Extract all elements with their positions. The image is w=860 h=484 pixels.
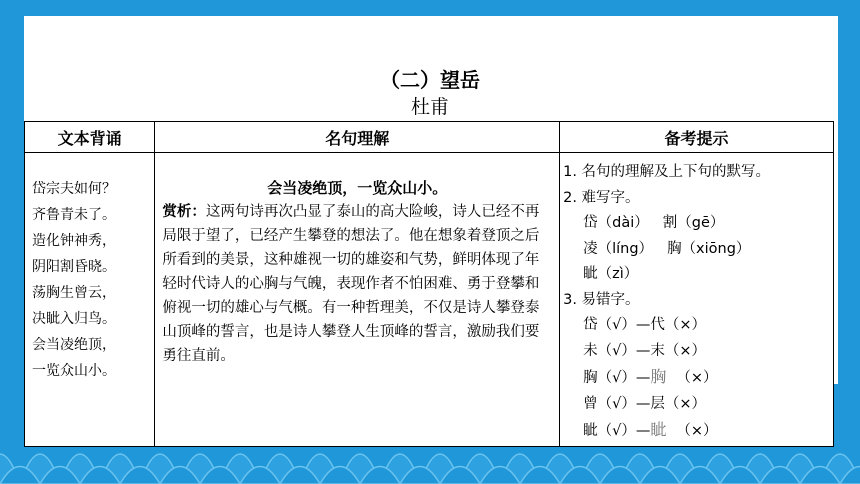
- wrong-char-handwritten: 眦: [650, 420, 667, 439]
- content-table: [24, 121, 834, 447]
- analysis-text: 这两句诗再次凸显了泰山的高大险峻，诗人已经不再局限于望了，已经产生攀登的想法了。他在想象着登顶之后所看到的美景，这种雄视一切的雄姿和气势，鲜明体现了年轻时代诗人的心胸与气魄，表现作者不怕困难、勇于登攀和俯视一切的雄心与气概。有一种哲理美，不仅是诗人攀登泰山顶峰的誓言，也是诗人攀登人生顶峰的誓言，激励我们要勇往直前。: [162, 204, 540, 364]
- tip-item-1: 1. 名句的理解及上下句的默写。: [563, 164, 771, 180]
- header-understanding: 名句理解: [155, 122, 560, 153]
- poem-line: 造化钟神秀，: [32, 233, 116, 249]
- author-name: 杜甫: [410, 96, 449, 118]
- correct-char: 眦（√）—: [583, 423, 651, 439]
- header-recite: 文本背诵: [25, 122, 155, 153]
- wrong-char: 代: [650, 317, 665, 333]
- wrong-char-row: [563, 339, 832, 365]
- wrong-mark: （×）: [676, 423, 718, 439]
- poem-line: 岱宗夫如何？: [32, 181, 116, 197]
- wrong-mark: （×）: [664, 395, 707, 412]
- hard-char: 眦（zì）: [583, 266, 639, 282]
- wrong-mark: （×）: [664, 342, 707, 359]
- wrong-mark: （×）: [676, 370, 718, 386]
- poem-line: 决眦入归鸟。: [32, 311, 116, 327]
- header-tips: 备考提示: [560, 122, 834, 153]
- correct-char: 岱（√）—: [583, 317, 651, 333]
- hard-char: 胸（xiōng）: [667, 240, 751, 257]
- poem-line: 齐鲁青未了。: [32, 207, 116, 223]
- analysis-cell: [155, 153, 560, 447]
- hard-char: 凌（líng）: [583, 240, 654, 257]
- lesson-title: （二）望岳: [380, 68, 480, 92]
- hard-char: 割（gē）: [662, 215, 725, 231]
- correct-char: 胸（√）—: [583, 370, 651, 386]
- wrong-char-row: [563, 417, 832, 445]
- hard-char-row: [563, 211, 832, 237]
- hard-char-row: [563, 237, 832, 263]
- header-row: [25, 122, 834, 153]
- wrong-char: 层: [650, 395, 665, 412]
- famous-quote: 会当凌绝顶，一览众山小。: [267, 179, 448, 197]
- tip-item-2: 2. 难写字。: [563, 189, 640, 206]
- poem-text: [26, 154, 153, 384]
- analysis-label: 赏析：: [162, 204, 206, 220]
- tip-item-3: 3. 易错字。: [563, 291, 640, 308]
- hard-char: 岱（dài）: [583, 215, 649, 231]
- poem-line: 一览众山小。: [32, 363, 116, 379]
- poem-line: 荡胸生曾云，: [32, 285, 116, 301]
- wrong-char: 末: [650, 342, 665, 359]
- wrong-char-handwritten: 胸: [650, 367, 667, 386]
- wrong-char-row: [563, 313, 832, 339]
- tips-cell: [560, 153, 834, 447]
- poem-line: 阴阳割昏晓。: [32, 259, 116, 275]
- poem-cell: [25, 153, 155, 447]
- tips-block: [561, 154, 832, 445]
- wrong-char-row: [563, 364, 832, 392]
- content-row: [25, 153, 834, 447]
- poem-line: 会当凌绝顶，: [32, 337, 116, 353]
- wrong-char-row: [563, 392, 832, 418]
- correct-char: 未（√）—: [583, 342, 651, 359]
- hard-char-row: [563, 262, 832, 288]
- analysis-paragraph: [162, 200, 552, 368]
- analysis-block: [156, 154, 558, 368]
- correct-char: 曾（√）—: [583, 395, 651, 412]
- wrong-mark: （×）: [664, 317, 707, 333]
